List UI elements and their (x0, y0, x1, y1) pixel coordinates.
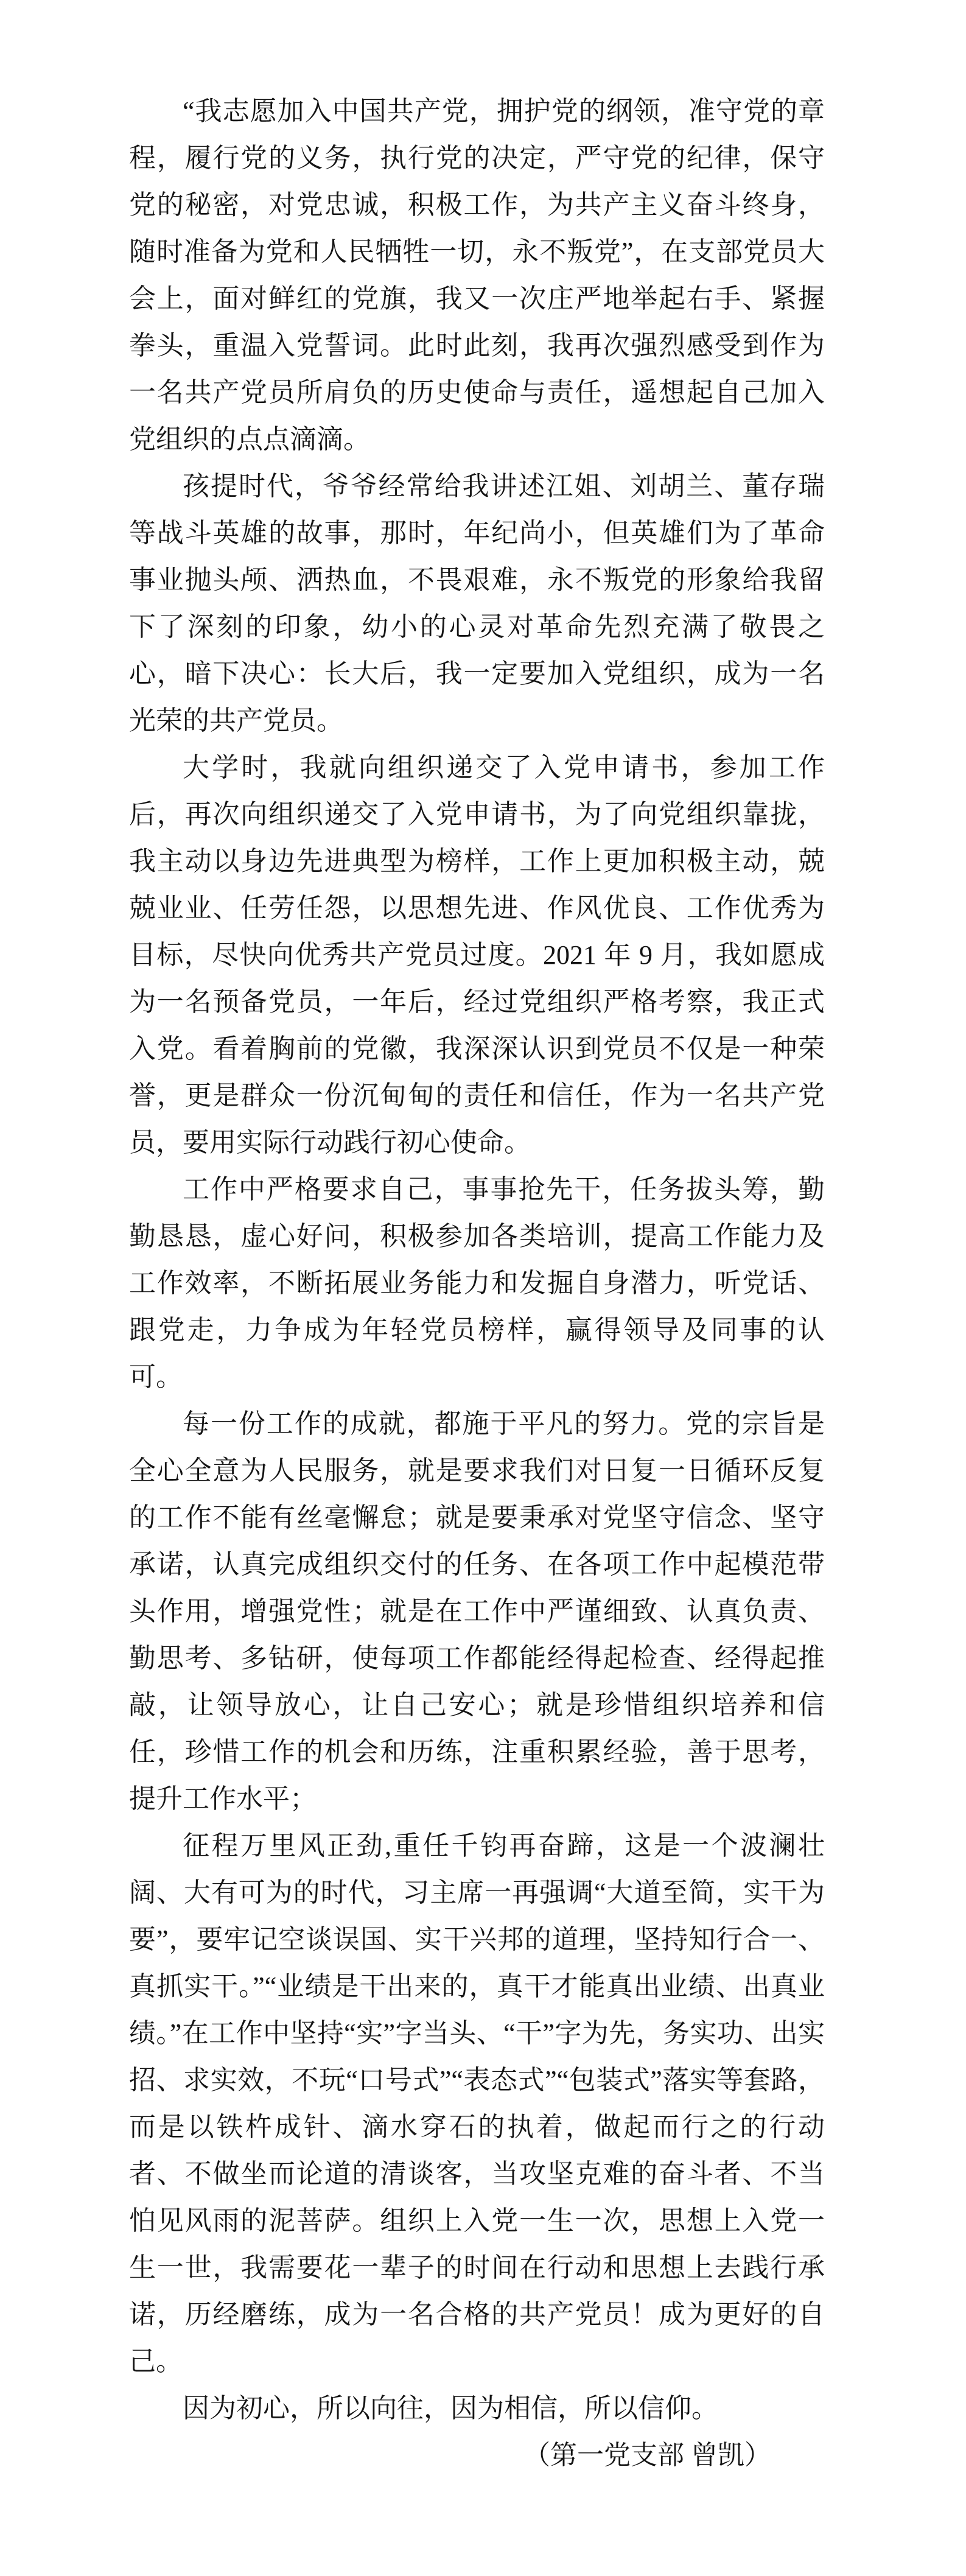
paragraph-service: 每一份工作的成就，都施于平凡的努力。党的宗旨是全心全意为人民服务，就是要求我们对日复一日循环反复的工作不能有丝毫懈怠；就是要秉承对党坚守信念、坚守承诺，认真完成组织交付的任务、在各项工作中起模范带头作用，增强党性；就是在工作中严谨细致、认真负责、勤思考、多钻研，使每项工作都能经得起检查、经得起推敲，让领导放心，让自己安心；就是珍惜组织培养和信任，珍惜工作的机会和历练，注重积累经验，善于思考，提升工作水平； (129, 1409, 825, 1814)
paragraph-application: 大学时，我就向组织递交了入党申请书，参加工作后，再次向组织递交了入党申请书，为了向党组织靠拢，我主动以身边先进典型为榜样，工作上更加积极主动，兢兢业业、任劳任怨，以思想先进、作风优良、工作优秀为目标，尽快向优秀共产党员过度。2021 年 9 月，我如愿成为一名预备党员，一年后，经过党组织严格考察，我正式入党。看着胸前的党徽，我深深认识到党员不仅是一种荣誉，更是群众一份沉甸甸的责任和信任，作为一名共产党员，要用实际行动践行初心使命。 (129, 753, 825, 1157)
paragraph-closing: 因为初心，所以向往，因为相信，所以信仰。 (183, 2393, 718, 2423)
paragraph-oath: “我志愿加入中国共产党，拥护党的纲领，准守党的章程，履行党的义务，执行党的决定，严守党的纪律，保守党的秘密，对党忠诚，积极工作，为共产主义奋斗终身，随时准备为党和人民牺牲一切，永不叛党”，在支部党员大会上，面对鲜红的党旗，我又一次庄严地举起右手、紧握拳头，重温入党誓词。此时此刻，我再次强烈感受到作为一名共产党员所肩负的历史使命与责任，遥想起自己加入党组织的点点滴滴。 (129, 96, 825, 454)
paragraph-work-ethic: 工作中严格要求自己，事事抢先干，任务拔头筹，勤勤恳恳，虚心好问，积极参加各类培训，提高工作能力及工作效率，不断拓展业务能力和发掘自身潜力，听党话、跟党走，力争成为年轻党员榜样，赢得领导及同事的认可。 (129, 1174, 825, 1392)
paragraph-journey: 征程万里风正劲,重任千钧再奋蹄，这是一个波澜壮阔、大有可为的时代，习主席一再强调“大道至简，实干为要”，要牢记空谈误国、实干兴邦的道理，坚持知行合一、真抓实干。”“业绩是干出来的，真干才能真出业绩、出真业绩。”在工作中坚持“实”字当头、“干”字为先，务实功、出实招、求实效，不玩“口号式”“表态式”“包装式”落实等套路，而是以铁杵成针、滴水穿石的执着，做起而行之的行动者、不做坐而论道的清谈客，当攻坚克难的奋斗者、不当怕见风雨的泥菩萨。组织上入党一生一次，思想上入党一生一世，我需要花一辈子的时间在行动和思想上去践行承诺，历经磨练，成为一名合格的共产党员！成为更好的自己。 (129, 1831, 825, 2376)
paragraph-childhood: 孩提时代，爷爷经常给我讲述江姐、刘胡兰、董存瑞等战斗英雄的故事，那时，年纪尚小，但英雄们为了革命事业抛头颅、洒热血，不畏艰难，永不叛党的形象给我留下了深刻的印象，幼小的心灵对革命先烈充满了敬畏之心，暗下决心：长大后，我一定要加入党组织，成为一名光荣的共产党员。 (129, 471, 825, 735)
signature-line: （第一党支部 曾凯） (523, 2440, 771, 2470)
essay-body (129, 88, 825, 2479)
